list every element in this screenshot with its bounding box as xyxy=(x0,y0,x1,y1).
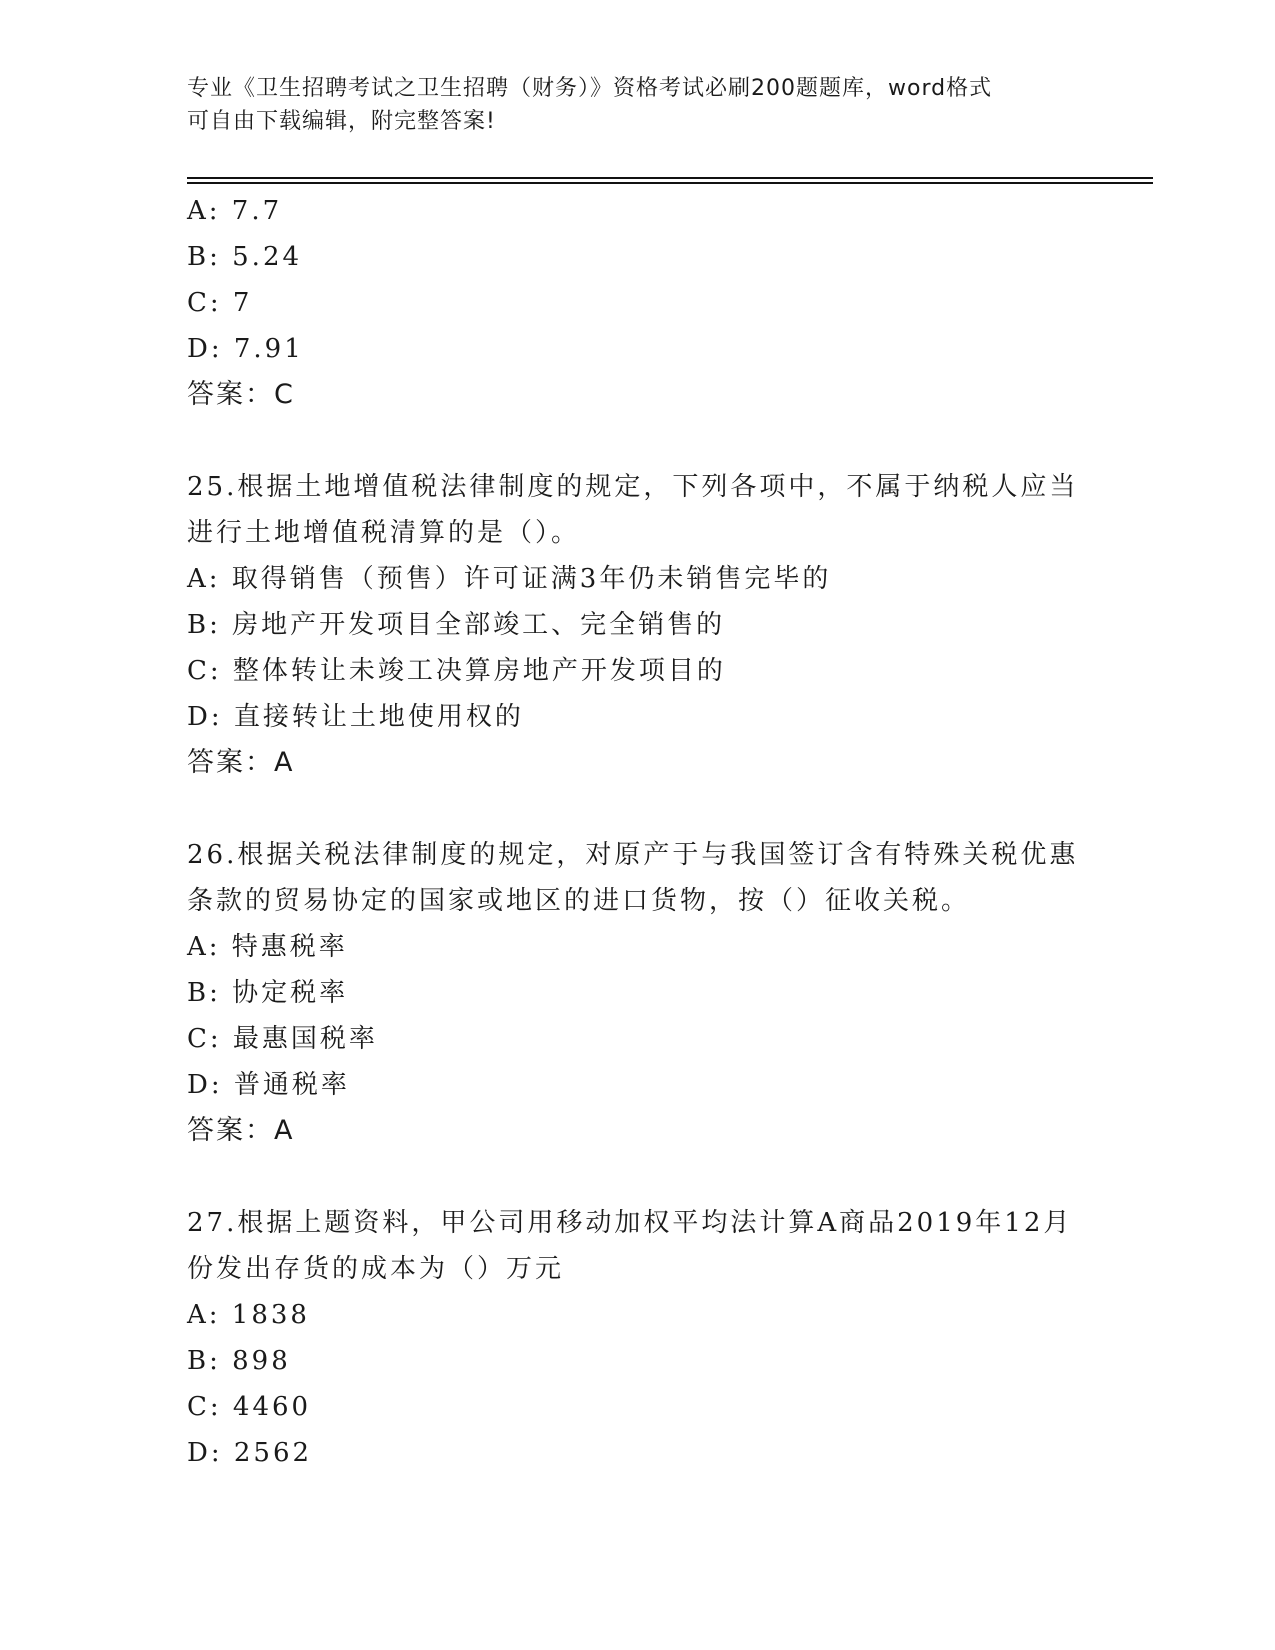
header-divider-top xyxy=(187,177,1153,179)
question-stem-line: 份发出存货的成本为（）万元 xyxy=(187,1254,565,1284)
question-25 xyxy=(187,464,1087,786)
question-stem-line: 25.根据土地增值税法律制度的规定，下列各项中，不属于纳税人应当 xyxy=(187,472,1079,502)
option-a: A: 取得销售（预售）许可证满3年仍未销售完毕的 xyxy=(187,564,832,594)
question-stem-line: 26.根据关税法律制度的规定，对原产于与我国签订含有特殊关税优惠 xyxy=(187,840,1079,870)
answer: 答案：A xyxy=(187,747,295,778)
question-stem-line: 条款的贸易协定的国家或地区的进口货物，按（）征收关税。 xyxy=(187,886,971,916)
option-d: D: 普通税率 xyxy=(187,1070,350,1100)
question-27 xyxy=(187,1200,1087,1476)
answer: 答案：A xyxy=(187,1115,295,1146)
option-d: D: 7.91 xyxy=(187,334,304,364)
spacer xyxy=(187,418,1087,464)
document-body xyxy=(187,188,1087,1476)
question-stem-line: 进行土地增值税清算的是（）。 xyxy=(187,518,581,548)
option-b: B: 898 xyxy=(187,1346,291,1376)
option-c: C: 4460 xyxy=(187,1392,312,1422)
option-a: A: 1838 xyxy=(187,1300,310,1330)
option-a: A: 7.7 xyxy=(187,196,283,226)
option-b: B: 5.24 xyxy=(187,242,303,272)
option-b: B: 房地产开发项目全部竣工、完全销售的 xyxy=(187,610,726,640)
question-24-tail xyxy=(187,188,1087,418)
question-26 xyxy=(187,832,1087,1154)
option-c: C: 最惠国税率 xyxy=(187,1024,378,1054)
option-c: C: 整体转让未竣工决算房地产开发项目的 xyxy=(187,656,726,686)
question-stem-line: 27.根据上题资料，甲公司用移动加权平均法计算A商品2019年12月 xyxy=(187,1208,1073,1238)
option-c: C: 7 xyxy=(187,288,253,318)
document-header xyxy=(187,72,1067,138)
header-divider-bottom xyxy=(187,182,1153,184)
spacer xyxy=(187,1154,1087,1200)
header-line-2: 可自由下载编辑，附完整答案! xyxy=(187,109,496,134)
option-d: D: 2562 xyxy=(187,1438,313,1468)
option-d: D: 直接转让土地使用权的 xyxy=(187,702,524,732)
answer: 答案：C xyxy=(187,379,295,410)
option-a: A: 特惠税率 xyxy=(187,932,348,962)
option-b: B: 协定税率 xyxy=(187,978,349,1008)
header-line-1: 专业《卫生招聘考试之卫生招聘（财务）》资格考试必刷200题题库，word格式 xyxy=(187,76,993,101)
spacer xyxy=(187,786,1087,832)
